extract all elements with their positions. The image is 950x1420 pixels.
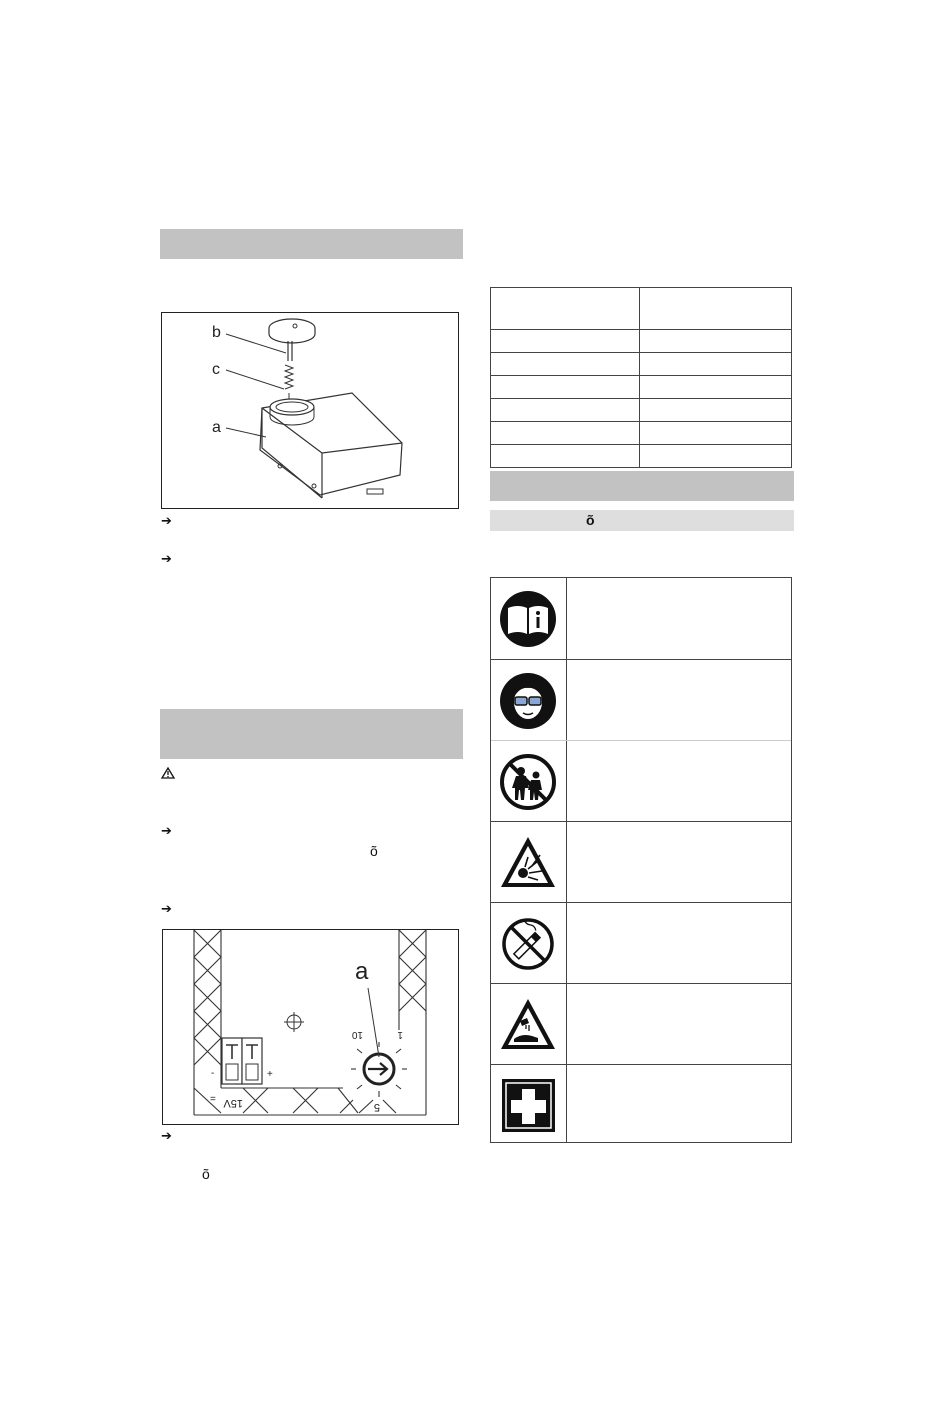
subsection-heading-bar	[490, 510, 794, 531]
terminal-voltage-label: 15V	[223, 1097, 243, 1109]
table-row	[491, 578, 791, 659]
table-row	[491, 376, 792, 399]
terminal-plus-label: +	[267, 1069, 273, 1080]
section-heading-bar-1	[160, 229, 463, 259]
wear-eye-protection-icon	[498, 671, 558, 731]
stray-character: õ	[202, 1166, 210, 1182]
figure1-label-c: c	[212, 361, 220, 378]
figure-reservoir	[161, 312, 459, 509]
dial-label-ten: 10	[351, 1029, 363, 1040]
dial-label-five: 5	[373, 1101, 380, 1113]
table-row	[491, 983, 791, 1064]
section-heading-bar-3	[490, 471, 794, 501]
section-heading-bar-2	[160, 709, 463, 759]
read-manual-icon	[498, 589, 558, 649]
table-row	[491, 288, 792, 330]
table-row	[491, 740, 791, 821]
step-arrow-icon: ➔	[161, 1128, 172, 1143]
safety-symbols-table	[490, 577, 792, 1143]
dial-label-one: 1	[397, 1029, 403, 1040]
table-row	[491, 330, 792, 353]
table-row	[491, 445, 792, 468]
table-row	[491, 821, 791, 902]
table-row	[491, 1064, 791, 1142]
figure1-label-b: b	[212, 324, 221, 341]
step-arrow-icon: ➔	[161, 823, 172, 838]
control-board-illustration	[163, 930, 458, 1124]
step-arrow-icon: ➔	[161, 901, 172, 916]
warning-triangle-icon	[161, 767, 175, 779]
figure1-label-a: a	[212, 419, 221, 436]
terminal-minus-label: -	[211, 1068, 215, 1079]
table-row	[491, 902, 791, 983]
stray-character: õ	[370, 843, 378, 859]
figure-control-board	[162, 929, 459, 1125]
reservoir-illustration	[162, 313, 458, 508]
corrosive-warning-icon	[498, 995, 558, 1055]
table-row	[491, 422, 792, 445]
explosive-material-warning-icon	[498, 833, 558, 893]
no-smoking-icon	[498, 914, 558, 974]
step-arrow-icon: ➔	[161, 551, 172, 566]
table-row	[491, 659, 791, 740]
specification-table	[490, 287, 792, 468]
figure2-label-a: a	[355, 958, 369, 985]
subsection-heading-text: õ	[586, 512, 595, 528]
table-row	[491, 353, 792, 376]
first-aid-icon	[498, 1076, 558, 1136]
keep-away-from-children-icon	[498, 752, 558, 812]
terminal-eq-label: =	[210, 1094, 216, 1105]
table-row	[491, 399, 792, 422]
step-arrow-icon: ➔	[161, 513, 172, 528]
